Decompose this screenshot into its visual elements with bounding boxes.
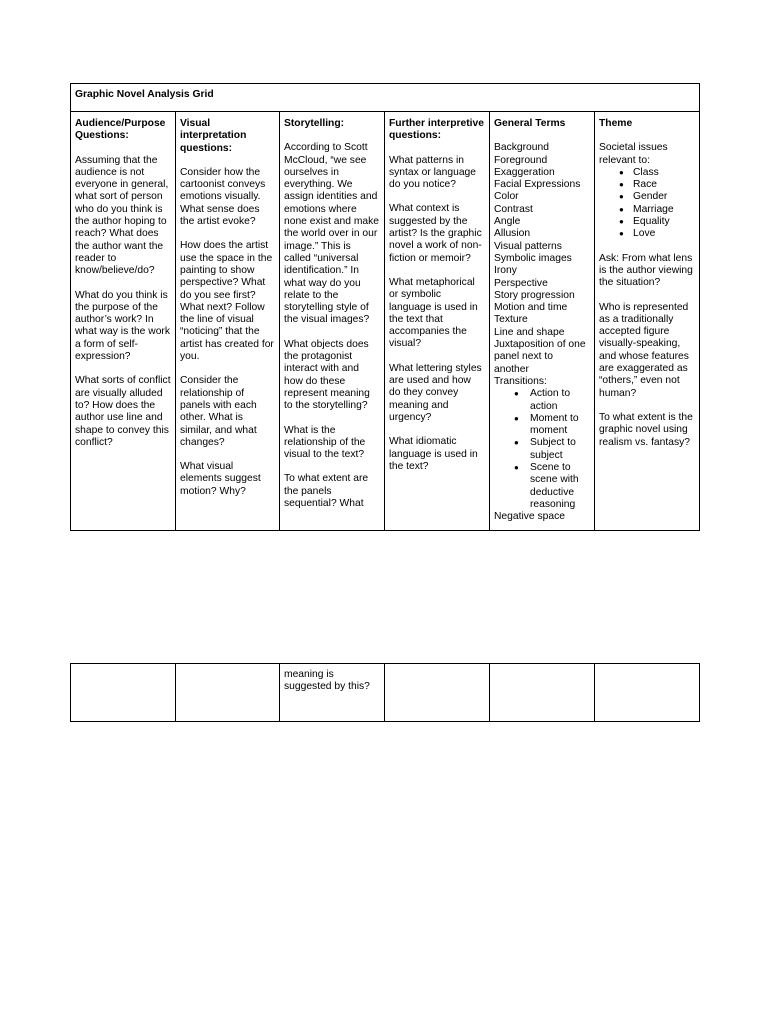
term-item: Juxtaposition of one panel next to another [494,339,586,375]
question-paragraph: What context is suggested by the artist? Is the graphic novel a work of non-fiction or memoir? [389,203,482,264]
transition-item: ● Moment to moment [494,413,590,438]
theme-paragraph: To what extent is the graphic novel using realism vs. fantasy? [599,411,693,448]
storytelling-column [280,112,385,531]
question-paragraph: What sorts of conflict are visually alluded to? How does the author use line and shape to convey this conflict? [75,375,171,448]
question-paragraph: Consider how the cartoonist conveys emotions visually. What sense does the artist evoke? [180,166,266,228]
question-paragraph: What patterns in syntax or language do you notice? [389,154,477,191]
term-item: Exaggeration [494,166,555,178]
term-item: Motion and time [494,302,568,314]
term-item: Irony [494,265,517,277]
transition-item: ● Subject to subject [494,437,590,462]
transition-item: ● Action to action [494,388,590,413]
general-terms-column [490,112,595,531]
societal-issues-list [599,167,695,241]
question-paragraph: What objects does the protagonist interact with and how do these represent meaning to the storytelling? [284,338,370,412]
question-paragraph: Assuming that the audience is not everyone in general, what sort of person who do you think is the author hoping to reach? What does the author want the reader to know/believe/do? [75,154,169,277]
question-paragraph: According to Scott McCloud, “we see ourselves in everything. We assign identities and emotions where none exist and make the world over in our image.” This is called “universal identification.” In what way do you relate to the storytelling style of the visual images? [284,142,380,326]
storytelling-continuation: meaning is suggested by this? [280,664,385,722]
question-paragraph: Consider the relationship of panels with each other. What is similar, and what changes? [180,375,257,448]
column-header: Audience/Purpose Questions: [75,118,166,142]
further-interpretive-column [385,112,490,531]
term-item: Contrast [494,203,533,215]
theme-paragraph: Ask: From what lens is the author viewing the situation? [599,252,693,289]
term-item: Symbolic images [494,252,572,264]
term-item: Perspective [494,277,548,289]
question-paragraph: To what extent are the panels sequential? What [284,473,369,510]
column-header: Theme [599,118,633,129]
audience-purpose-column [71,112,176,531]
term-item: Story progression [494,289,575,301]
transitions-list [494,388,590,511]
continuation-cell-empty [176,664,280,722]
column-header: Storytelling: [284,118,345,129]
societal-issue-item: ● Race [599,179,695,191]
term-list [494,142,590,388]
societal-issue-item: ● Marriage [599,204,695,216]
continuation-cell-empty [385,664,490,722]
theme-column [595,112,700,531]
term-item: Transitions: [494,375,547,387]
societal-issue-item: ● Equality [599,216,695,228]
grid-title: Graphic Novel Analysis Grid [71,84,700,112]
societal-issue-item: ● Gender [599,191,695,203]
question-paragraph: What do you think is the purpose of the author’s work? In what way is the work a form of self-expression? [75,289,170,363]
column-header: Visual interpretation questions: [180,118,247,154]
societal-issue-item: ● Class [599,167,695,179]
question-paragraph: What lettering styles are used and how do they convey meaning and urgency? [389,362,482,423]
theme-paragraph: Who is represented as a traditionally accepted figure visually-speaking, and whose features are exaggerated as “others,” even not human? [599,301,689,399]
continuation-cell-empty [71,664,176,722]
analysis-grid-table [70,83,700,531]
societal-issues-intro: Societal issues relevant to: [599,142,668,166]
analysis-grid-continuation [70,663,700,722]
term-item: Foreground [494,154,548,166]
question-paragraph: What metaphorical or symbolic language is used in the text that accompanies the visual? [389,276,478,350]
term-item: Visual patterns [494,240,562,252]
transition-item: ● Scene to scene with deductive reasoning [494,462,590,511]
term-item: Allusion [494,228,531,240]
continuation-cell-empty [595,664,700,722]
question-paragraph: How does the artist use the space in the painting to show perspective? What do you see first? What next? Follow the line of visual “noticing” that the artist has created for you. [180,240,274,363]
term-item: Color [494,191,519,203]
continuation-cell-empty [490,664,595,722]
question-paragraph: What visual elements suggest motion? Why? [180,461,261,497]
term-item: Line and shape [494,326,565,338]
term-item: Negative space [494,511,565,523]
visual-interpretation-column [176,112,280,531]
term-item: Facial Expressions [494,179,581,191]
term-item: Texture [494,314,528,326]
question-paragraph: What is the relationship of the visual to the text? [284,424,366,461]
column-header: General Terms [494,118,566,129]
term-item: Angle [494,216,521,228]
term-item: Background [494,142,549,154]
question-paragraph: What idiomatic language is used in the text? [389,436,478,472]
column-header: Further interpretive questions: [389,118,484,142]
societal-issue-item: ● Love [599,228,695,240]
